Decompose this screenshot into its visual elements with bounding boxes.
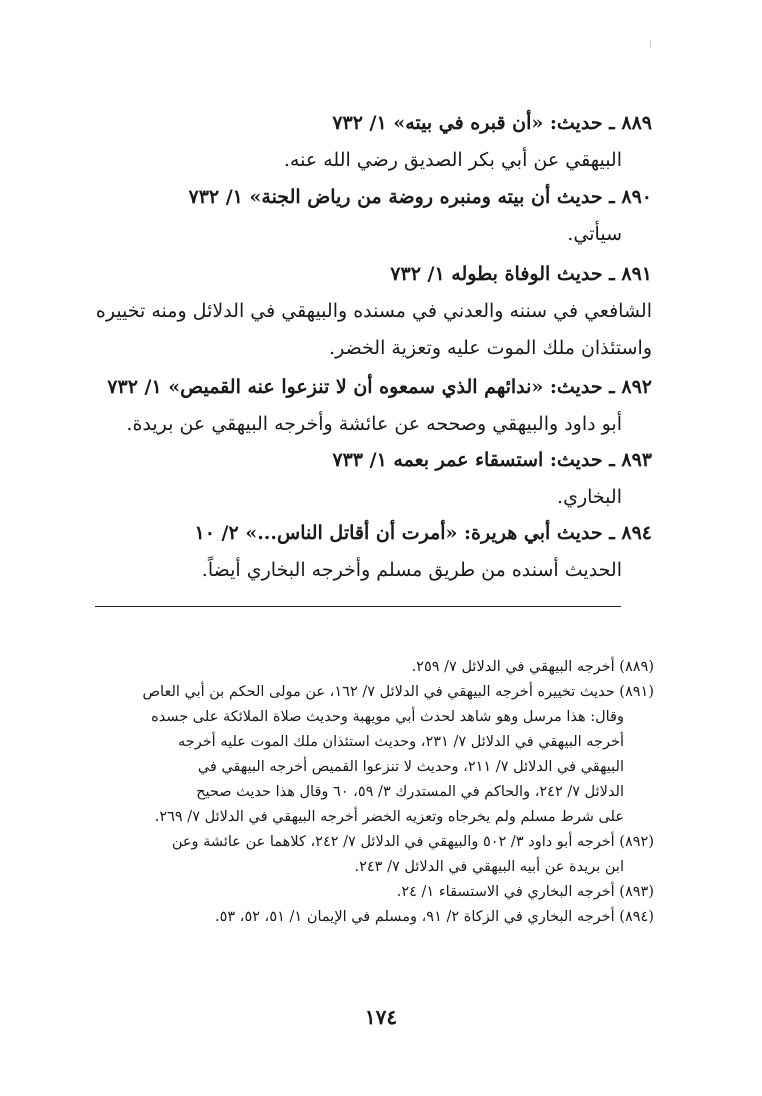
entry-text: واستئذان ملك الموت عليه وتعزية الخضر. bbox=[329, 337, 652, 359]
entry-text: سيأتي. bbox=[567, 223, 622, 245]
entry-892 bbox=[95, 368, 652, 443]
footnote-line: البيهقي في الدلائل ٧/ ٢١١، وحديث لا تنزعوا القميص أخرجه البيهقي في bbox=[197, 759, 624, 775]
entry-890 bbox=[95, 178, 652, 253]
entry-text: البيهقي عن أبي بكر الصديق رضي الله عنه. bbox=[283, 149, 622, 171]
footnote-891 bbox=[95, 680, 654, 830]
footnote-line: الدلائل ٧/ ٢٤٢، والحاكم في المستدرك ٣/ ٥٩، ٦٠ وقال هذا حديث صحيح bbox=[196, 784, 624, 800]
footnote-893 bbox=[95, 880, 654, 905]
footnote-line: (٨٩٢) أخرجه أبو داود ٣/ ٥٠٢ والبيهقي في الدلائل ٧/ ٢٤٢، كلاهما عن عائشة وعن bbox=[171, 834, 654, 850]
footnote-line: ابن بريدة عن أبيه البيهقي في الدلائل ٧/ ٢٤٣. bbox=[354, 859, 624, 875]
entry-text: الحديث أسنده من طريق مسلم وأخرجه البخاري أيضاً. bbox=[201, 559, 622, 581]
page-number: ١٧٤ bbox=[364, 1005, 398, 1029]
footnote-892 bbox=[95, 830, 654, 880]
entry-text: الشافعي في سننه والعدني في مسنده والبيهقي في الدلائل ومنه تخييره bbox=[95, 300, 652, 322]
entry-text: البخاري. bbox=[557, 486, 622, 508]
entry-891 bbox=[95, 255, 652, 367]
entry-text: أبو داود والبيهقي وصححه عن عائشة وأخرجه البيهقي عن بريدة. bbox=[126, 413, 622, 435]
page-mark bbox=[650, 40, 651, 48]
entry-heading: ٨٩٠ ـ حديث أن بيته ومنبره روضة من رياض الجنة» ١/ ٧٣٢ bbox=[188, 186, 652, 208]
footnote-line: (٨٩٤) أخرجه البخاري في الزكاة ٢/ ٩١، ومسلم في الإيمان ١/ ٥١، ٥٢، ٥٣. bbox=[214, 909, 654, 925]
entry-894 bbox=[95, 514, 652, 589]
footnote-894 bbox=[95, 905, 654, 930]
footnote-line: (٨٨٩) أخرجه البيهقي في الدلائل ٧/ ٢٥٩. bbox=[411, 659, 654, 675]
footnotes bbox=[95, 655, 654, 930]
footnote-divider bbox=[95, 606, 621, 607]
entry-heading: ٨٩٢ ـ حديث: «ندائهم الذي سمعوه أن لا تنزعوا عنه القميص» ١/ ٧٣٢ bbox=[107, 376, 652, 398]
entry-heading: ٨٩٣ ـ حديث: استسقاء عمر بعمه ١/ ٧٣٣ bbox=[332, 449, 652, 471]
footnote-line: أخرجه البيهقي في الدلائل ٧/ ٢٣١، وحديث استئذان ملك الموت عليه أخرجه bbox=[177, 734, 624, 750]
entry-893 bbox=[95, 441, 652, 516]
footnote-line: على شرط مسلم ولم يخرجاه وتعزيه الخضر أخرجه البيهقي في الدلائل ٧/ ٢٦٩. bbox=[154, 809, 624, 825]
footnote-889 bbox=[95, 655, 654, 680]
entry-heading: ٨٩١ ـ حديث الوفاة بطوله ١/ ٧٣٢ bbox=[390, 263, 652, 285]
entry-889 bbox=[95, 104, 652, 179]
entry-heading: ٨٩٤ ـ حديث أبي هريرة: «أمرت أن أقاتل الناس...» ٢/ ١٠ bbox=[194, 522, 652, 544]
footnote-line: (٨٩١) حديث تخييره أخرجه البيهقي في الدلائل ٧/ ١٦٢، عن مولى الحكم بن أبي العاص bbox=[142, 684, 654, 700]
entry-heading: ٨٨٩ ـ حديث: «أن قبره في بيته» ١/ ٧٣٢ bbox=[332, 112, 652, 134]
footnote-line: (٨٩٣) أخرجه البخاري في الاستسقاء ١/ ٢٤. bbox=[396, 884, 654, 900]
footnote-line: وقال: هذا مرسل وهو شاهد لحدث أبي مويهبة وحديث صلاة الملائكة على جسده bbox=[151, 709, 624, 725]
